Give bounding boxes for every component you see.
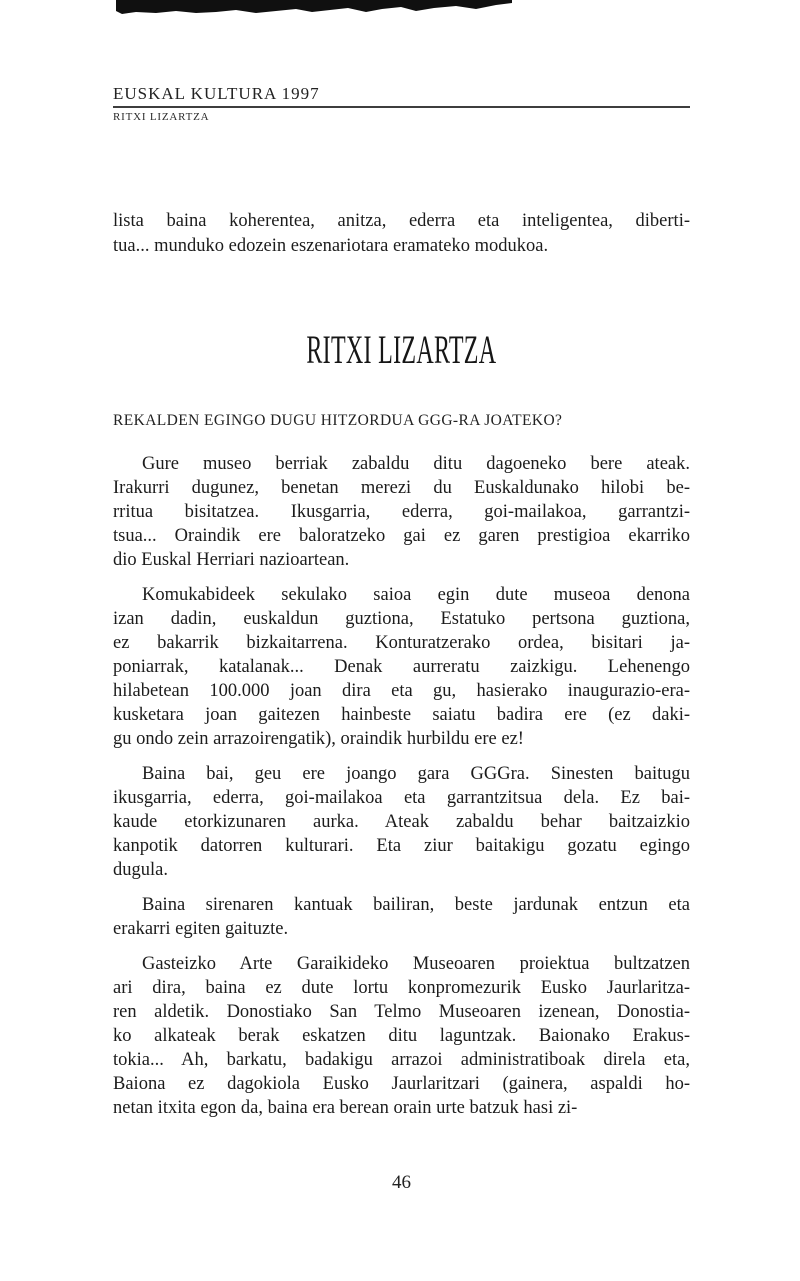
text-line: ez bakarrik bizkaitarrena. Konturatzerako ordea, bisitari ja- [113, 633, 690, 653]
text-line: ko alkateak berak eskatzen ditu laguntzak. Baionako Erakus- [113, 1026, 690, 1046]
text-line: ikusgarria, ederra, goi-mailakoa eta garrantzitsua dela. Ez bai- [113, 788, 690, 808]
text-line: Baina bai, geu ere joango gara GGGra. Sinesten baitugu [142, 764, 690, 784]
text-line: gu ondo zein arrazoirengatik), oraindik hurbildu ere ez! [113, 729, 524, 749]
text-line: Baiona ez dagokiola Eusko Jaurlaritzari (gainera, aspaldi ho- [113, 1074, 690, 1094]
text-line: erakarri egiten gaituzte. [113, 919, 289, 939]
text-line: tua... munduko edozein eszenariotara eramateko modukoa. [113, 236, 549, 256]
text-line: dio Euskal Herriari nazioartean. [113, 550, 350, 570]
text-line: Gasteizko Arte Garaikideko Museoaren proiektua bultzatzen [142, 954, 690, 974]
running-head-book-title: EUSKAL KULTURA 1997 [113, 84, 320, 103]
intro-paragraph [113, 209, 690, 259]
text-line: poniarrak, katalanak... Denak aurreratu zaizkigu. Lehenengo [113, 657, 690, 677]
paragraph-1 [113, 452, 690, 572]
running-head-author: RITXI LIZARTZA [113, 111, 210, 123]
page-footer [113, 1172, 690, 1194]
paragraph-2 [113, 583, 690, 751]
paragraph-4 [113, 893, 690, 941]
text-line: izan dadin, euskaldun guztiona, Estatuko pertsona guztiona, [113, 609, 690, 629]
section-subheading: REKALDEN EGINGO DUGU HITZORDUA GGG-RA JOATEKO? [113, 412, 563, 429]
paragraph-3 [113, 762, 690, 882]
text-line: netan itxita egon da, baina era berean orain urte batzuk hasi zi- [113, 1098, 578, 1118]
text-line: Baina sirenaren kantuak bailiran, beste jardunak entzun eta [142, 895, 690, 915]
text-line: tokia... Ah, barkatu, badakigu arrazoi administratiboak direla eta, [113, 1050, 690, 1070]
section-title [113, 326, 690, 373]
running-head-rule [113, 106, 690, 108]
text-line: dugula. [113, 860, 168, 880]
text-line: kusketara joan gaitezen hainbeste saiatu badira ere (ez daki- [113, 705, 690, 725]
text-line: kanpotik datorren kulturari. Eta ziur baitakigu gozatu egingo [113, 836, 690, 856]
text-line: Komukabideek sekulako saioa egin dute museoa denona [142, 585, 690, 605]
text-line: tsua... Oraindik ere baloratzeko gai ez garen prestigioa ekarriko [113, 526, 690, 546]
text-line: ren aldetik. Donostiako San Telmo Museoaren izenean, Donostia- [113, 1002, 690, 1022]
text-line: Gure museo berriak zabaldu ditu dagoeneko bere ateak. [142, 454, 690, 474]
scan-artifact [116, 0, 512, 15]
paragraph-5 [113, 952, 690, 1120]
page-number: 46 [392, 1172, 411, 1193]
section-title-text: RITXI LIZARTZA [306, 327, 497, 372]
text-line: Irakurri dugunez, benetan merezi du Euskaldunako hilobi be- [113, 478, 690, 498]
text-line: ari dira, baina ez dute lortu konpromezurik Eusko Jaurlaritza- [113, 978, 690, 998]
running-head [113, 84, 690, 123]
text-line: rritua bisitatzea. Ikusgarria, ederra, goi-mailakoa, garrantzi- [113, 502, 690, 522]
text-line: hilabetean 100.000 joan dira eta gu, hasierako inaugurazio-era- [113, 681, 690, 701]
text-line: lista baina koherentea, anitza, ederra eta inteligentea, diberti- [113, 211, 690, 231]
body-text [113, 452, 690, 1131]
text-line: kaude etorkizunaren aurka. Ateak zabaldu behar baitzaizkio [113, 812, 690, 832]
